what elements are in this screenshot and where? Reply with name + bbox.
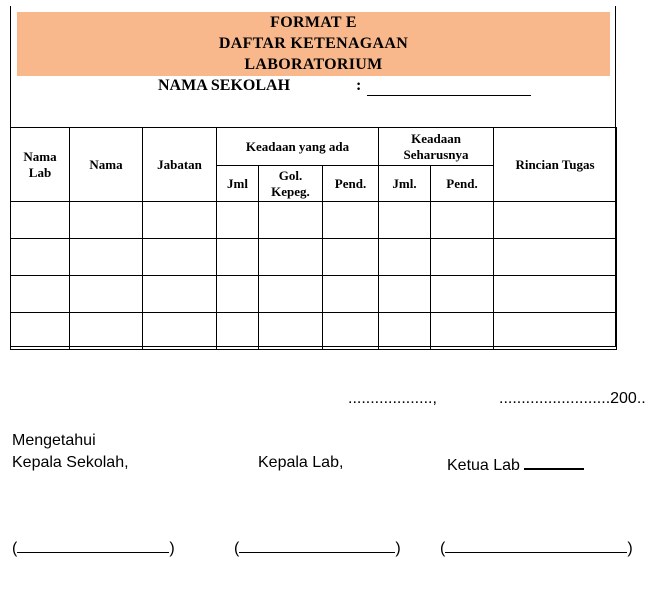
date-dots: .........................200.. <box>499 390 646 407</box>
table-cell <box>323 202 379 239</box>
table-cell <box>323 276 379 313</box>
table-cell <box>11 276 70 313</box>
table-cell <box>323 239 379 276</box>
table-cell <box>259 276 323 313</box>
table-cell <box>259 313 323 350</box>
place-dots: ..................., <box>348 390 437 407</box>
mengetahui-label: Mengetahui <box>12 432 96 449</box>
school-name-colon: : <box>356 77 362 94</box>
header-jabatan: Jabatan <box>143 128 217 202</box>
paren-close: ) <box>169 540 175 557</box>
table-cell <box>143 239 217 276</box>
table-cell <box>259 239 323 276</box>
subheader-pend: Pend. <box>323 166 379 202</box>
table-cell <box>217 276 259 313</box>
kepala-lab-label: Kepala Lab, <box>258 454 344 471</box>
header-nama: Nama <box>70 128 143 202</box>
table-cell <box>379 239 431 276</box>
table-cell <box>259 202 323 239</box>
signature-line <box>445 538 627 553</box>
laboratorium-title: LABORATORIUM <box>244 56 383 73</box>
table-cell <box>70 276 143 313</box>
ketua-lab-text: Ketua Lab <box>447 457 520 474</box>
signature-kepala-lab <box>234 538 401 558</box>
signature-line <box>239 538 395 553</box>
table-cell <box>494 276 617 313</box>
table-cell <box>323 313 379 350</box>
table-row <box>11 239 617 276</box>
signature-ketua-lab <box>440 538 633 558</box>
table-row <box>11 202 617 239</box>
table-cell <box>494 239 617 276</box>
table-cell <box>143 313 217 350</box>
paren-open: ( <box>440 540 446 557</box>
subheader-pend-seharusnya: Pend. <box>431 166 494 202</box>
daftar-title: DAFTAR KETENAGAAN <box>218 35 409 52</box>
format-title: FORMAT E <box>270 14 357 31</box>
table-cell <box>217 239 259 276</box>
kepala-sekolah-label: Kepala Sekolah, <box>12 454 129 471</box>
ketua-lab-blank <box>524 454 584 470</box>
table-cell <box>431 313 494 350</box>
staff-table <box>10 127 617 350</box>
header-keadaan-yang-ada: Keadaan yang ada <box>217 128 379 166</box>
table-cell <box>70 202 143 239</box>
table-cell <box>431 202 494 239</box>
paren-close: ) <box>395 540 401 557</box>
table-cell <box>70 239 143 276</box>
school-name-blank-line <box>367 95 531 96</box>
signature-kepala-sekolah <box>12 538 175 558</box>
table-cell <box>379 313 431 350</box>
table-cell <box>143 276 217 313</box>
paren-close: ) <box>627 540 633 557</box>
header-keadaan-seharusnya: Keadaan Seharusnya <box>379 128 494 166</box>
table-cell <box>11 239 70 276</box>
table-row <box>11 313 617 350</box>
paren-open: ( <box>12 540 18 557</box>
table-cell <box>11 313 70 350</box>
subheader-jml-seharusnya: Jml. <box>379 166 431 202</box>
signature-line <box>17 538 169 553</box>
table-cell <box>217 313 259 350</box>
header-rincian-tugas: Rincian Tugas <box>494 128 617 202</box>
school-name-label: NAMA SEKOLAH <box>158 77 291 94</box>
table-cell <box>494 313 617 350</box>
table-cell <box>431 276 494 313</box>
table-cell <box>431 239 494 276</box>
table-cell <box>143 202 217 239</box>
table-cell <box>70 313 143 350</box>
table-cell <box>379 202 431 239</box>
table-cell <box>494 202 617 239</box>
ketua-lab-label <box>447 454 584 475</box>
table-cell <box>217 202 259 239</box>
table-row <box>11 276 617 313</box>
table-cell <box>379 276 431 313</box>
header-nama-lab: Nama Lab <box>11 128 70 202</box>
subheader-jml: Jml <box>217 166 259 202</box>
subheader-gol-kepeg: Gol. Kepeg. <box>259 166 323 202</box>
table-cell <box>11 202 70 239</box>
paren-open: ( <box>234 540 240 557</box>
